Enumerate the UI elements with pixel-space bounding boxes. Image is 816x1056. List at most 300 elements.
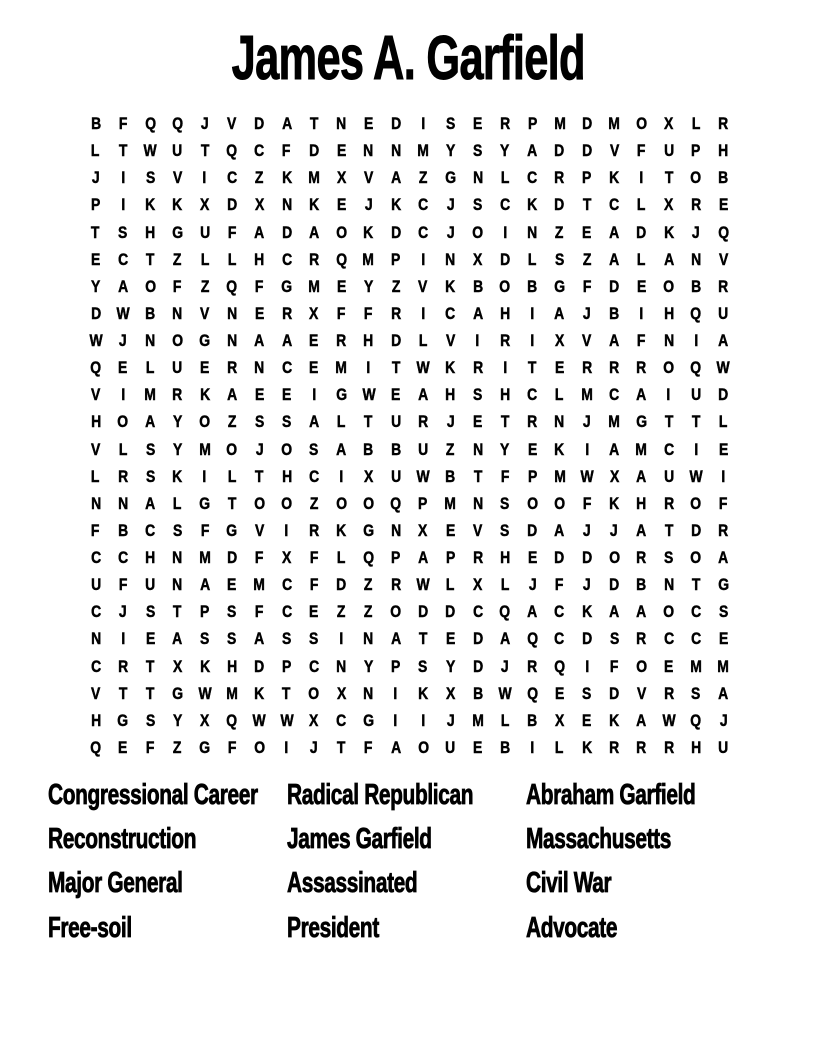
grid-letter: E: [391, 385, 401, 405]
grid-letter: R: [117, 656, 128, 676]
grid-letter: I: [366, 358, 371, 378]
grid-letter: O: [226, 439, 238, 459]
grid-letter: L: [118, 439, 128, 459]
grid-letter: N: [172, 303, 183, 323]
grid-letter: R: [581, 358, 592, 378]
grid-letter: D: [581, 141, 592, 161]
grid-letter: C: [691, 602, 702, 622]
grid-letter: N: [663, 331, 674, 351]
grid-letter: L: [528, 249, 537, 269]
grid-letter: O: [690, 493, 702, 513]
grid-letter: V: [200, 303, 210, 323]
grid-letter: L: [555, 385, 564, 405]
grid-letter: T: [418, 629, 428, 649]
grid-letter: O: [472, 222, 484, 242]
grid-letter: H: [363, 331, 374, 351]
grid-letter: J: [501, 656, 509, 676]
grid-letter: S: [254, 412, 265, 432]
grid-letter: J: [119, 331, 127, 351]
grid-letter: N: [445, 249, 456, 269]
grid-letter: Q: [526, 629, 538, 649]
grid-letter: I: [393, 683, 398, 703]
grid-letter: A: [172, 629, 183, 649]
grid-letter: C: [117, 548, 128, 568]
grid-letter: C: [227, 168, 238, 188]
grid-letter: J: [582, 412, 591, 432]
word-list-item: Abraham Garfield: [526, 778, 696, 811]
grid-letter: B: [527, 276, 538, 296]
grid-letter: M: [417, 141, 429, 161]
grid-letter: A: [145, 493, 156, 513]
grid-letter: G: [172, 222, 183, 242]
grid-letter: D: [609, 575, 620, 595]
grid-letter: X: [554, 710, 565, 730]
grid-letter: F: [91, 520, 100, 540]
grid-letter: D: [554, 195, 565, 215]
grid-letter: F: [637, 331, 646, 351]
grid-letter: O: [417, 737, 429, 757]
grid-letter: A: [472, 303, 483, 323]
grid-letter: O: [281, 493, 293, 513]
grid-letter: P: [418, 493, 428, 513]
grid-letter: V: [636, 683, 647, 703]
grid-letter: V: [90, 439, 101, 459]
grid-letter: V: [363, 168, 374, 188]
grid-letter: K: [363, 222, 374, 242]
grid-letter: E: [554, 358, 565, 378]
grid-letter: N: [254, 358, 265, 378]
grid-letter: G: [554, 276, 566, 296]
grid-letter: P: [200, 602, 210, 622]
grid-letter: T: [336, 737, 346, 757]
grid-letter: L: [500, 168, 510, 188]
grid-letter: K: [336, 520, 347, 540]
grid-letter: T: [364, 412, 373, 432]
grid-letter: W: [280, 710, 294, 730]
grid-letter: A: [418, 548, 429, 568]
grid-letter: B: [691, 276, 702, 296]
grid-letter: A: [636, 602, 647, 622]
grid-letter: W: [716, 358, 730, 378]
grid-letter: D: [445, 602, 456, 622]
grid-letter: T: [227, 493, 237, 513]
word-list-item: Congressional Career: [48, 778, 258, 811]
grid-letter: Z: [173, 737, 182, 757]
grid-letter: G: [335, 385, 347, 405]
grid-letter: H: [691, 737, 702, 757]
grid-letter: E: [336, 195, 346, 215]
grid-letter: K: [199, 385, 210, 405]
grid-letter: C: [554, 629, 565, 649]
grid-letter: J: [582, 520, 591, 540]
grid-letter: X: [200, 195, 210, 215]
grid-letter: A: [554, 303, 565, 323]
grid-letter: V: [718, 249, 728, 269]
grid-letter: H: [499, 385, 511, 405]
word-list: [48, 773, 765, 950]
grid-letter: K: [390, 195, 401, 215]
grid-letter: I: [530, 331, 535, 351]
grid-letter: Y: [172, 439, 183, 459]
grid-letter: N: [145, 331, 156, 351]
grid-letter: M: [308, 168, 320, 188]
grid-letter: I: [284, 520, 289, 540]
grid-letter: R: [336, 331, 347, 351]
grid-letter: S: [473, 141, 483, 161]
grid-letter: U: [418, 439, 429, 459]
grid-letter: K: [609, 168, 620, 188]
grid-letter: O: [499, 276, 511, 296]
grid-letter: F: [173, 276, 182, 296]
grid-letter: L: [336, 412, 346, 432]
grid-letter: C: [254, 141, 265, 161]
grid-letter: Z: [418, 168, 428, 188]
grid-letter: I: [503, 358, 507, 378]
grid-letter: X: [418, 520, 428, 540]
grid-letter: T: [145, 683, 155, 703]
grid-letter: X: [309, 303, 319, 323]
grid-letter: J: [91, 168, 100, 188]
grid-letter: A: [254, 629, 265, 649]
grid-letter: X: [282, 548, 292, 568]
grid-letter: S: [145, 710, 155, 730]
grid-letter: M: [608, 412, 620, 432]
grid-letter: L: [446, 575, 455, 595]
grid-letter: Y: [172, 412, 183, 432]
grid-letter: G: [281, 276, 293, 296]
grid-letter: A: [663, 249, 674, 269]
grid-letter: E: [473, 737, 483, 757]
grid-letter: L: [91, 466, 100, 486]
grid-letter: E: [336, 141, 346, 161]
grid-letter: Z: [173, 249, 182, 269]
grid-letter: C: [499, 195, 511, 215]
grid-letter: H: [281, 466, 292, 486]
grid-letter: R: [609, 358, 620, 378]
grid-letter: A: [390, 629, 401, 649]
grid-letter: X: [664, 114, 674, 134]
grid-letter: I: [339, 629, 344, 649]
grid-letter: R: [718, 520, 729, 540]
word-list-item: Radical Republican: [287, 778, 474, 811]
grid-letter: C: [281, 358, 292, 378]
grid-letter: M: [226, 683, 238, 703]
grid-letter: M: [690, 656, 702, 676]
grid-letter: R: [691, 195, 702, 215]
grid-letter: W: [416, 358, 430, 378]
grid-letter: Q: [335, 249, 347, 269]
grid-letter: S: [582, 683, 592, 703]
grid-letter: H: [145, 548, 156, 568]
grid-letter: N: [117, 493, 128, 513]
grid-letter: G: [363, 710, 374, 730]
grid-letter: E: [718, 195, 728, 215]
grid-letter: R: [554, 168, 565, 188]
grid-letter: C: [527, 385, 538, 405]
grid-letter: V: [445, 331, 456, 351]
grid-letter: E: [473, 412, 483, 432]
grid-letter: N: [227, 331, 238, 351]
grid-letter: D: [390, 331, 401, 351]
grid-letter: H: [254, 249, 265, 269]
grid-letter: M: [717, 656, 730, 676]
grid-letter: C: [609, 385, 620, 405]
grid-letter: T: [691, 575, 701, 595]
grid-letter: B: [636, 575, 647, 595]
grid-letter: M: [362, 249, 375, 269]
grid-letter: T: [145, 656, 155, 676]
grid-letter: S: [418, 656, 428, 676]
grid-letter: B: [390, 439, 401, 459]
grid-letter: U: [199, 222, 210, 242]
grid-letter: O: [253, 493, 265, 513]
grid-letter: A: [718, 548, 729, 568]
grid-letter: T: [309, 114, 319, 134]
grid-letter: J: [610, 520, 619, 540]
grid-letter: T: [255, 466, 264, 486]
grid-letter: W: [198, 683, 212, 703]
grid-letter: D: [227, 195, 238, 215]
grid-letter: U: [172, 141, 183, 161]
grid-letter: I: [639, 168, 644, 188]
grid-letter: F: [364, 737, 373, 757]
grid-letter: Z: [200, 276, 210, 296]
grid-letter: U: [172, 358, 183, 378]
grid-letter: C: [554, 602, 565, 622]
grid-letter: E: [527, 439, 537, 459]
grid-letter: A: [609, 439, 620, 459]
grid-letter: L: [200, 249, 210, 269]
grid-letter: S: [500, 520, 510, 540]
grid-letter: A: [390, 168, 401, 188]
grid-letter: A: [227, 385, 238, 405]
grid-letter: D: [472, 629, 483, 649]
grid-letter: D: [390, 114, 401, 134]
puzzle-title: [0, 24, 816, 93]
grid-letter: C: [472, 602, 483, 622]
grid-letter: M: [308, 276, 320, 296]
grid-letter: O: [390, 602, 402, 622]
grid-letter: R: [636, 629, 647, 649]
grid-letter: Z: [309, 493, 319, 513]
grid-letter: H: [663, 303, 674, 323]
grid-letter: D: [581, 548, 592, 568]
grid-letter: E: [227, 575, 237, 595]
word-list-item: Free-soil: [48, 911, 132, 944]
grid-letter: W: [416, 466, 430, 486]
grid-letter: I: [202, 168, 207, 188]
grid-letter: U: [390, 466, 401, 486]
grid-letter: S: [172, 520, 183, 540]
grid-letter: L: [719, 412, 728, 432]
grid-letter: U: [663, 466, 674, 486]
grid-letter: B: [145, 303, 156, 323]
grid-letter: E: [118, 358, 128, 378]
grid-letter: F: [500, 466, 510, 486]
grid-letter: G: [172, 683, 183, 703]
grid-letter: O: [663, 358, 675, 378]
grid-letter: K: [308, 195, 320, 215]
grid-letter: A: [281, 331, 292, 351]
grid-letter: T: [91, 222, 100, 242]
grid-letter: I: [530, 737, 535, 757]
grid-letter: X: [363, 466, 374, 486]
grid-letter: L: [691, 114, 701, 134]
grid-letter: C: [663, 439, 674, 459]
grid-letter: K: [172, 195, 183, 215]
grid-letter: J: [200, 114, 209, 134]
grid-letter: Y: [90, 276, 101, 296]
grid-letter: T: [664, 168, 674, 188]
grid-letter: O: [335, 222, 347, 242]
word-list-item: Advocate: [526, 911, 618, 944]
grid-letter: E: [254, 385, 265, 405]
grid-letter: R: [636, 358, 647, 378]
grid-letter: I: [421, 249, 426, 269]
grid-letter: N: [363, 683, 374, 703]
grid-letter: W: [89, 331, 103, 351]
grid-letter: M: [444, 493, 457, 513]
grid-letter: O: [144, 276, 156, 296]
grid-letter: S: [664, 548, 674, 568]
grid-letter: N: [390, 141, 401, 161]
grid-letter: W: [116, 303, 130, 323]
grid-letter: Q: [226, 276, 238, 296]
puzzle-title-text: James A. Garfield: [231, 24, 585, 93]
grid-letter: E: [90, 249, 101, 269]
grid-letter: E: [200, 358, 210, 378]
grid-letter: B: [363, 439, 374, 459]
grid-letter: P: [391, 656, 401, 676]
grid-letter: G: [199, 493, 211, 513]
grid-letter: Y: [363, 656, 374, 676]
grid-letter: Q: [226, 710, 238, 730]
grid-letter: N: [281, 195, 292, 215]
grid-letter: I: [475, 331, 480, 351]
grid-letter: A: [527, 602, 538, 622]
grid-letter: J: [310, 737, 318, 757]
grid-letter: N: [472, 439, 483, 459]
grid-letter: L: [91, 141, 100, 161]
grid-letter: S: [282, 629, 292, 649]
grid-letter: P: [582, 168, 592, 188]
grid-letter: M: [553, 466, 566, 486]
grid-letter: I: [421, 710, 426, 730]
grid-letter: V: [418, 276, 428, 296]
grid-letter: S: [718, 602, 728, 622]
grid-letter: B: [472, 683, 483, 703]
grid-letter: A: [117, 276, 128, 296]
grid-letter: Z: [446, 439, 455, 459]
grid-letter: F: [582, 493, 592, 513]
grid-letter: S: [145, 602, 155, 622]
grid-letter: Y: [500, 439, 510, 459]
grid-letter: L: [555, 737, 564, 757]
grid-letter: X: [336, 168, 346, 188]
grid-letter: E: [254, 303, 265, 323]
grid-letter: P: [90, 195, 101, 215]
grid-letter: I: [339, 466, 344, 486]
grid-letter: K: [609, 493, 620, 513]
grid-letter: L: [173, 493, 182, 513]
grid-letter: A: [308, 222, 320, 242]
grid-letter: Q: [90, 358, 102, 378]
grid-letter: F: [118, 575, 128, 595]
grid-letter: A: [636, 385, 647, 405]
grid-letter: W: [689, 466, 703, 486]
grid-letter: Q: [717, 222, 729, 242]
grid-letter: S: [227, 602, 237, 622]
grid-letter: R: [527, 656, 538, 676]
grid-letter: E: [309, 602, 319, 622]
grid-letter: I: [530, 303, 535, 323]
word-list-item: Massachusetts: [526, 822, 672, 855]
grid-letter: F: [255, 602, 264, 622]
grid-letter: I: [202, 466, 207, 486]
grid-letter: Q: [526, 683, 538, 703]
grid-letter: I: [120, 195, 125, 215]
grid-letter: A: [554, 520, 565, 540]
grid-letter: J: [446, 710, 455, 730]
grid-letter: D: [227, 548, 238, 568]
grid-letter: T: [200, 141, 210, 161]
word-list-item: Major General: [48, 867, 183, 900]
grid-letter: U: [718, 303, 729, 323]
grid-letter: H: [718, 141, 729, 161]
grid-letter: L: [227, 466, 237, 486]
grid-letter: F: [582, 276, 592, 296]
grid-letter: D: [418, 602, 429, 622]
grid-letter: O: [281, 439, 293, 459]
grid-letter: Y: [172, 710, 183, 730]
grid-letter: L: [500, 710, 510, 730]
grid-letter: E: [118, 737, 128, 757]
grid-letter: K: [254, 683, 265, 703]
word-list-item: President: [287, 911, 379, 944]
grid-letter: G: [636, 412, 647, 432]
grid-letter: K: [199, 656, 210, 676]
grid-letter: G: [117, 710, 129, 730]
grid-letter: S: [473, 195, 483, 215]
grid-letter: L: [227, 249, 237, 269]
grid-letter: T: [582, 195, 592, 215]
grid-letter: J: [364, 195, 373, 215]
grid-letter: B: [718, 168, 729, 188]
grid-letter: X: [309, 710, 319, 730]
grid-letter: E: [554, 683, 565, 703]
grid-letter: H: [90, 412, 101, 432]
grid-letter: U: [145, 575, 156, 595]
grid-letter: O: [663, 276, 675, 296]
grid-letter: R: [172, 385, 183, 405]
grid-letter: J: [446, 195, 455, 215]
grid-letter: W: [662, 710, 676, 730]
grid-letter: I: [284, 737, 289, 757]
grid-letter: E: [309, 358, 319, 378]
grid-letter: C: [90, 548, 101, 568]
grid-letter: A: [308, 412, 320, 432]
grid-letter: Q: [499, 602, 511, 622]
grid-letter: F: [200, 520, 210, 540]
grid-letter: Q: [690, 358, 702, 378]
grid-letter: D: [554, 548, 565, 568]
grid-letter: R: [390, 303, 401, 323]
grid-letter: B: [445, 466, 456, 486]
grid-letter: D: [336, 575, 347, 595]
grid-letter: K: [609, 710, 620, 730]
grid-letter: P: [445, 548, 456, 568]
grid-letter: W: [416, 575, 430, 595]
